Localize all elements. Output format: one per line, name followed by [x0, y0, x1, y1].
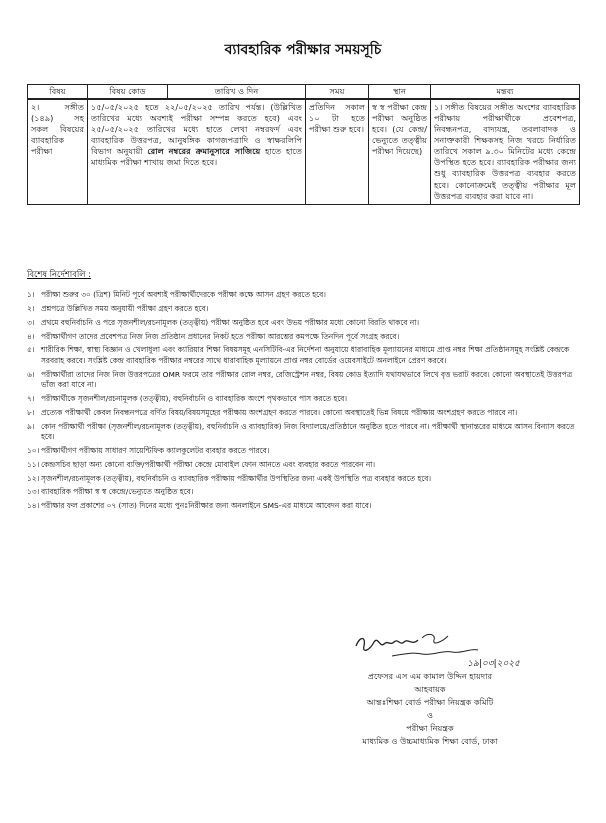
item-number: ৮।: [27, 407, 35, 417]
cell-date-day: [88, 99, 306, 204]
header-subject: বিষয়: [28, 85, 88, 100]
item-number: ১২।: [27, 473, 40, 483]
list-item: [27, 446, 587, 456]
item-number: ২।: [27, 303, 35, 313]
date-text-bold: রোল নম্বরের ক্রমানুসারে সাজিয়ে: [147, 146, 261, 157]
item-number: ১১।: [27, 459, 40, 469]
conjunction: ও: [426, 710, 434, 720]
item-text: পরীক্ষার্থীগণ পরীক্ষায় সাধারণ সায়েন্টিফিক ক্যালকুলেটর ব্যবহার করতে পারবে।: [41, 445, 270, 455]
list-item: [27, 332, 587, 342]
item-text: পরীক্ষার্থীরা তাদের নিজ নিজ উত্তরপত্রের OMR ফরমে তার পরীক্ষার রোল নম্বর, রেজিস্ট্রেশন নম্বর, বিষয় কোড ইত্যাদি যথাযথভাবে লিখে বৃত্ত ভরাট করবে। কোনো অবস্থাতেই উত্তরপত্র ভাঁজ করা যাবে না।: [41, 369, 573, 390]
list-item: [27, 345, 587, 366]
board-name: মাধ্যমিক ও উচ্চমাধ্যমিক শিক্ষা বোর্ড, ঢাকা: [362, 736, 498, 746]
item-text: প্রত্যেক পরীক্ষার্থী কেবল নিবন্ধনপত্রে বর্ণিত বিষয়/বিষয়সমূহের পরীক্ষায় অংশগ্রহণ করতে পারবে। কোনো অবস্থাতেই ভিন্ন বিষয়ে পরীক্ষায় অংশগ্রহণ করতে পারবে না।: [41, 407, 518, 417]
header-remarks: মন্তব্য: [431, 85, 580, 100]
date-text-part2: হাতে হাতে মাধ্যমিক পরীক্ষা শাখায় জমা দিতে হবে।: [91, 146, 302, 168]
cell-remarks: ১। সঙ্গীত বিষয়ের সঙ্গীত অংশের ব্যাবহারিক পরীক্ষায় পরীক্ষার্থীকে প্রবেশপত্র, নিবন্ধনপত্র, বাদ্যযন্ত্র, তবলাবাদক ও সনাক্তকারী শিক্ষকসহ নিজ খরচে নির্ধারিত তারিখে সকাল ৯.৩০ মিনিটের মধ্যে কেন্দ্রে উপস্থিত হতে হবে। ব্যাবহারিক পরীক্ষার জন্য শুধু ব্যাবহারিক উত্তরপত্র ব্যবহার করতে হবে। কোনোক্রমেই তত্ত্বীয় পরীক্ষার মূল উত্তরপত্র ব্যবহার করা যাবে না।: [431, 99, 580, 204]
header-place: স্থান: [369, 85, 431, 100]
item-number: ১০।: [27, 445, 40, 455]
item-number: ৩।: [27, 317, 35, 327]
list-item: [27, 408, 587, 418]
cell-place: স্ব স্ব পরীক্ষা কেন্দ্র পরীক্ষা অনুষ্ঠিত হবে। (যে কেন্দ্র/ ভেন্যুতে তত্ত্বীয় পরীক্ষা দিয়েছে): [369, 99, 431, 204]
header-subject-code: বিষয় কোড: [88, 85, 168, 100]
list-item: [27, 318, 587, 328]
schedule-table: [27, 84, 580, 205]
list-item: [27, 394, 587, 404]
header-time: সময়: [306, 85, 369, 100]
signatory-role: আহবায়ক: [414, 684, 446, 694]
table-header-row: [28, 85, 580, 100]
item-text: কেন্দ্রসচিব ছাড়া অন্য কোনো ব্যক্তি/পরীক্ষার্থী পরীক্ষা কেন্দ্রে মোবাইল ফোন আনতে এবং ব্যবহার করতে পারবেন না।: [41, 459, 376, 469]
signatory-name: প্রফেসর এস এম কামাল উদ্দিন হায়দার: [367, 671, 493, 681]
list-item: [27, 290, 587, 300]
list-item: [27, 460, 587, 470]
instructions-list: [27, 290, 587, 515]
list-item: [27, 304, 587, 314]
item-number: ৬।: [27, 369, 35, 379]
item-text: পরীক্ষার্থীকে সৃজনশীল/রচনামূলক (তত্ত্বীয়), বহুনির্বাচনি ও ব্যাবহারিক অংশে পৃথকভাবে পাস করতে হবে।: [41, 393, 348, 403]
item-number: ১৪।: [27, 501, 40, 511]
signature-date: ১৯|০৩|২০২৫: [467, 659, 520, 669]
item-text: প্রশ্নপত্রে উল্লিখিত সময় অনুযায়ী পরীক্ষা গ্রহণ করতে হবে।: [41, 303, 209, 313]
item-text: ব্যাবহারিক পরীক্ষা স্ব স্ব কেন্দ্রে/ভেন্যুতে অনুষ্ঠিত হবে।: [41, 487, 194, 497]
list-item: [27, 487, 587, 497]
item-number: ৫।: [27, 345, 35, 355]
page-title: ব্যাবহারিক পরীক্ষার সময়সূচি: [224, 42, 382, 58]
header-date-day: তারিখ ও দিন: [168, 85, 306, 100]
list-item: [27, 474, 587, 484]
item-number: ৯।: [27, 421, 35, 431]
signature-block: [300, 657, 560, 748]
list-item: [27, 501, 587, 511]
item-number: ১।: [27, 290, 35, 299]
item-text: পরীক্ষার ফল প্রকাশের ০৭ (সাত) দিনের মধ্যে পুনঃনিরীক্ষার জন্য অনলাইনে SMS-এর মাধ্যমে আবেদন করা যাবে।: [41, 501, 372, 511]
table-row: [28, 99, 580, 204]
committee-name: আন্তঃশিক্ষা বোর্ড পরীক্ষা নিয়ন্ত্রক কমিটি: [366, 697, 494, 707]
list-item: [27, 370, 587, 391]
item-number: ৪।: [27, 331, 35, 341]
date-text-part1: ১৫/০৫/২০২৫ হতে ২২/০৫/২০২৫ তারিখ পর্যন্ত। (উল্লিখিত তারিখের মধ্যে অবশ্যই পরীক্ষা সম্পন্ন করতে হবে) এবং ২৫/০৫/২০২৫ তারিখের মধ্যে হাতে লেখা নম্বরফর্দ এবং ব্যাবহারিক উত্তরপত্র, আনুষঙ্গিক কাগজপত্রাদি ও স্বাক্ষরলিপি বিভাগ অনুযায়ী: [91, 102, 302, 157]
cell-subject: ২। সঙ্গীত (১৪৯) সহ সকল বিষয়ের ব্যাবহারিক পরীক্ষা: [28, 99, 88, 204]
list-item: [27, 422, 587, 443]
item-number: ১৩।: [27, 487, 40, 497]
item-text: কোন পরীক্ষার্থী পরীক্ষা (সৃজনশীল/রচনামূলক (তত্ত্বীয়), বহুনির্বাচনি ও ব্যাবহারিক) নিজ বিদ্যালয়ে/প্রতিষ্ঠানে অনুষ্ঠিত হতে পারবে না। পরীক্ষার্থী স্থানান্তরের মাধ্যমে আসন বিন্যাস করতে হবে।: [41, 421, 575, 441]
cell-time: প্রতিদিন সকাল ১০ টা হতে পরীক্ষা শুরু হবে।: [306, 99, 369, 204]
item-text: সৃজনশীল/রচনামূলক (তত্ত্বীয়), বহুনির্বাচনি ও ব্যাবহারিক পরীক্ষায় পরীক্ষার্থীর উপস্থিতির জন্য একই উপস্থিতি পত্র ব্যবহার করতে হবে।: [41, 473, 432, 483]
item-text: প্রথমে বহুনির্বাচনি ও পরে সৃজনশীল/রচনামূলক (তত্ত্বীয়) পরীক্ষা অনুষ্ঠিত হবে এবং উভয় পরীক্ষার মধ্যে কোনো বিরতি থাকবে না।: [41, 317, 419, 327]
item-number: ৭।: [27, 393, 35, 403]
signatory-role-2: পরীক্ষা নিয়ন্ত্রক: [406, 723, 454, 733]
item-text: পরীক্ষা শুরুর ৩০ (ত্রিশ) মিনিট পূর্বে অবশ্যই পরীক্ষার্থীদেরকে পরীক্ষা কক্ষে আসন গ্রহণ করতে হবে।: [41, 290, 326, 299]
item-text: পরীক্ষার্থীগণ তাদের প্রবেশপত্র নিজ নিজ প্রতিষ্ঠান প্রধানের নিকট হতে পরীক্ষা আরম্ভের কমপক্ষে তিনদিন পূর্বে সংগ্রহ করবে।: [41, 331, 400, 341]
item-text: শারীরিক শিক্ষা, স্বাস্থ্য বিজ্ঞান ও খেলাধুলা এবং ক্যারিয়ার শিক্ষা বিষয়সমূহ এনসিটিবি-এর নির্দেশনা অনুযায়ে ধারাবাহিক মূল্যায়নের মাধ্যমে প্রাপ্ত নম্বর শিক্ষা প্রতিষ্ঠানসমূহ সংশ্লিষ্ট কেন্দ্রকে সরবরাহ করবে। সংশ্লিষ্ট কেন্দ্র ব্যাবহারিক পরীক্ষার নম্বরের সাথে ধারাবাহিক মূল্যায়নে প্রাপ্ত নম্বর বোর্ডের ওয়েবসাইটে অনলাইনে প্রেরণ করবে।: [41, 345, 570, 365]
instructions-heading: বিশেষ নির্দেশাবলি :: [27, 269, 91, 279]
